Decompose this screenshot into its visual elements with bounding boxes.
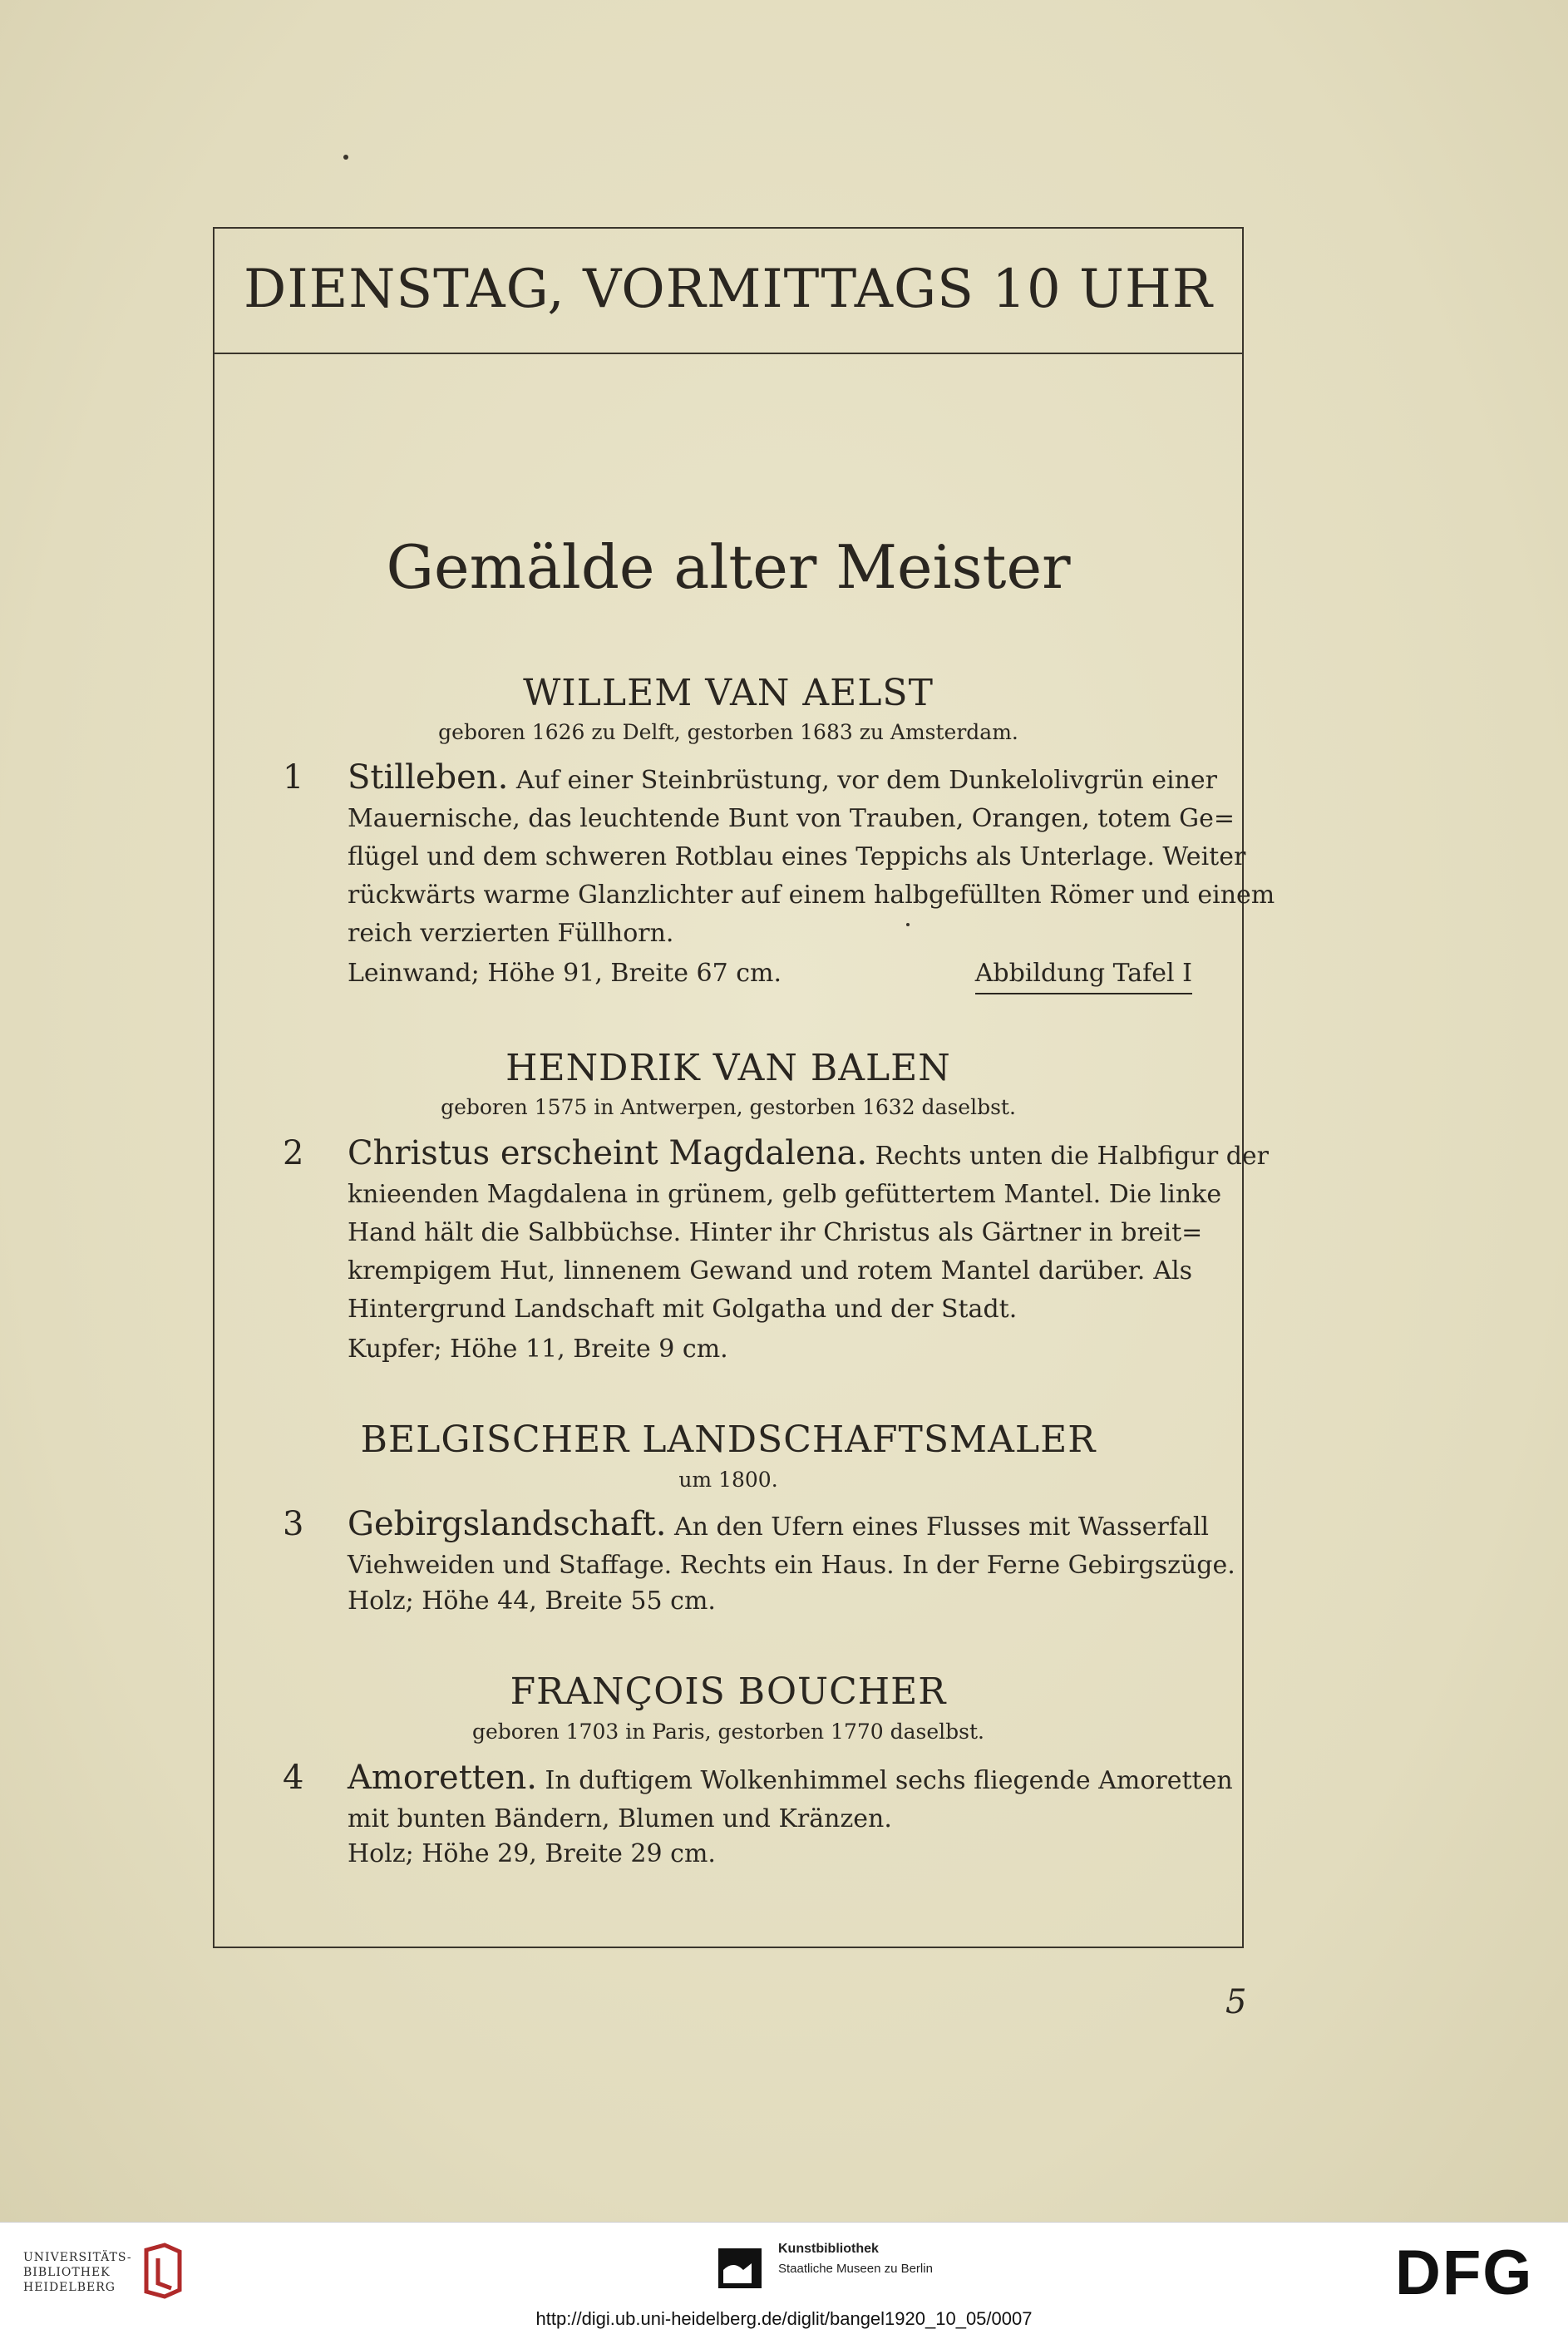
lot-title: Amoretten. [348,1759,537,1797]
library-title: Kunstbibliothek [778,2242,879,2256]
description-line: krempigem Hut, linnenem Gewand und rotem Mantel darüber. Als [348,1256,1192,1285]
description-line: rückwärts warme Glanzlichter auf einem halbgefüllten Römer und einem [348,881,1275,910]
lot-number: 4 [283,1759,304,1797]
lot-description [348,758,1275,953]
artist-name: BELGISCHER LANDSCHAFTSMALER [360,1419,1097,1461]
header-divider [213,353,1244,354]
description-line [348,1759,1233,1800]
description-line: knieenden Magdalena in grünem, gelb gefüttertem Mantel. Die linke [348,1180,1222,1209]
artist-name: FRANÇOIS BOUCHER [510,1670,947,1713]
section-title: Gemälde alter Meister [386,532,1071,602]
library-subtitle: Staatliche Museen zu Berlin [778,2262,933,2276]
university-logo-line: BIBLIOTHEK [23,2266,111,2279]
lot-number: 3 [283,1505,304,1543]
scan-speck [906,923,910,926]
description-line [348,1134,1270,1176]
description-line: mit bunten Bändern, Blumen und Kränzen. [348,1804,892,1833]
lot-medium-dimensions: Holz; Höhe 29, Breite 29 cm. [348,1839,716,1868]
description-text: Auf einer Steinbrüstung, vor dem Dunkelolivgrün einer [515,766,1218,795]
dfg-logo[interactable]: DFG [1395,2238,1534,2308]
university-logo-line: UNIVERSITÄTS- [23,2251,132,2264]
lot-medium-dimensions: Kupfer; Höhe 11, Breite 9 cm. [348,1335,728,1364]
session-heading: DIENSTAG, VORMITTAGS 10 UHR [244,259,1213,320]
artist-name: WILLEM VAN AELST [523,672,934,714]
description-text: An den Ufern eines Flusses mit Wasserfall [673,1512,1210,1542]
description-line: Mauernische, das leuchtende Bunt von Trauben, Orangen, totem Ge= [348,804,1235,833]
scan-speck [343,155,348,160]
plate-reference: Abbildung Tafel I [975,955,1192,994]
kunstbibliothek-logo-icon [715,2245,765,2292]
lot-description [348,1505,1235,1585]
artist-name: HENDRIK VAN BALEN [505,1047,951,1089]
lot-medium-dimensions: Leinwand; Höhe 91, Breite 67 cm. [348,959,782,988]
artist-life-dates: um 1800. [678,1468,778,1492]
artist-life-dates: geboren 1626 zu Delft, gestorben 1683 zu Amsterdam. [438,720,1018,744]
description-text: In duftigem Wolkenhimmel sechs fliegende Amoretten [545,1766,1233,1795]
artist-life-dates: geboren 1575 in Antwerpen, gestorben 1632 daselbst. [441,1095,1016,1119]
lot-title: Christus erscheint Magdalena. [348,1134,868,1172]
page-number: 5 [1225,1983,1247,2021]
description-line: flügel und dem schweren Rotblau eines Teppichs als Unterlage. Weiter [348,842,1246,871]
lot-number: 1 [283,758,304,797]
university-logo-line: HEIDELBERG [23,2281,116,2294]
description-line: Viehweiden und Staffage. Rechts ein Haus. In der Ferne Gebirgszüge. [348,1551,1235,1580]
lot-title: Stilleben. [348,758,509,797]
description-line: Hintergrund Landschaft mit Golgatha und der Stadt. [348,1295,1018,1324]
permalink-url[interactable]: http://digi.ub.uni-heidelberg.de/diglit/bangel1920_10_05/0007 [535,2308,1033,2329]
university-emblem-icon [140,2242,186,2300]
lot-title: Gebirgslandschaft. [348,1505,667,1543]
artist-life-dates: geboren 1703 in Paris, gestorben 1770 daselbst. [472,1720,984,1744]
university-library-logo[interactable] [23,2250,140,2295]
lot-number: 2 [283,1134,304,1172]
description-line [348,1505,1210,1547]
lot-medium-dimensions: Holz; Höhe 44, Breite 55 cm. [348,1586,716,1616]
lot-description [348,1759,1233,1838]
lot-description [348,1134,1270,1329]
description-line: Hand hält die Salbbüchse. Hinter ihr Christus als Gärtner in breit= [348,1218,1203,1247]
description-line: reich verzierten Füllhorn. [348,919,674,948]
description-text: Rechts unten die Halbfigur der [875,1142,1270,1171]
description-line [348,758,1218,800]
